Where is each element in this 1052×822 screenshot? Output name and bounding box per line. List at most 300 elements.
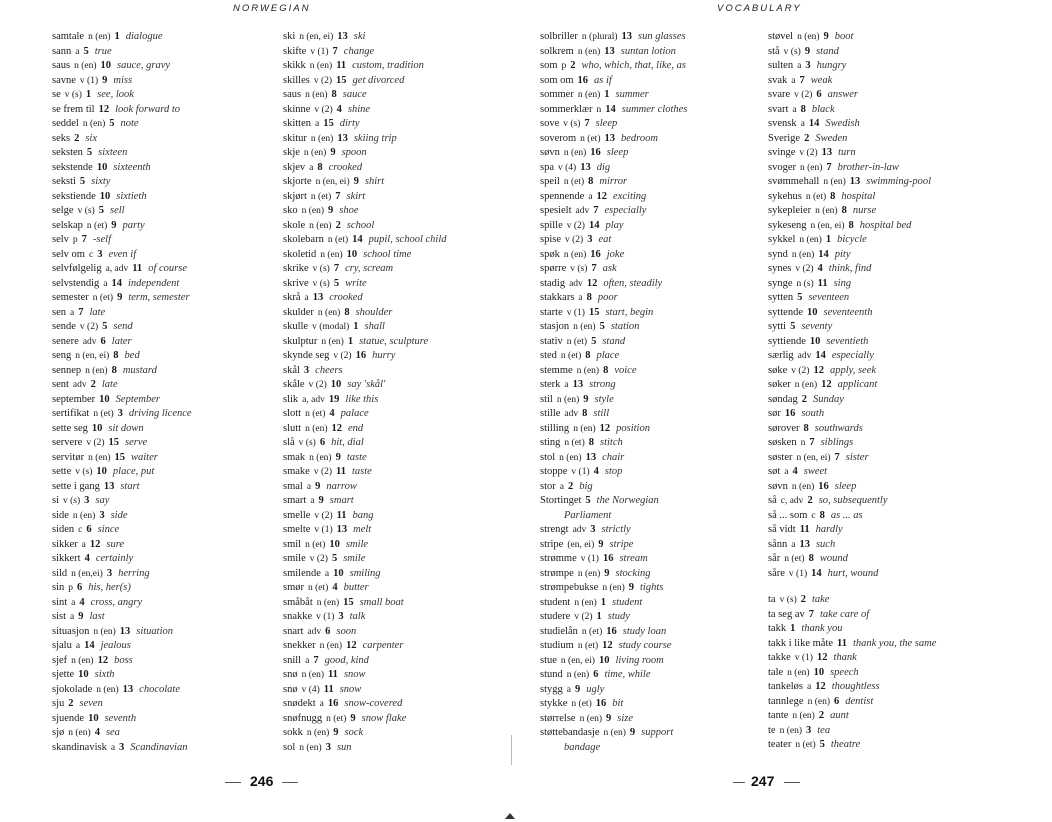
glossary-entry	[52, 291, 192, 306]
glossary-entry	[540, 219, 687, 234]
translation: seventeen	[808, 292, 850, 303]
chapter-number: 9	[353, 176, 359, 187]
glossary-entry	[283, 683, 447, 698]
headword: strømpe	[540, 567, 574, 579]
translation: driving licence	[128, 408, 192, 419]
headword: skinne	[283, 103, 311, 115]
grammar-info: n (en)	[71, 655, 94, 666]
glossary-entry	[540, 596, 687, 611]
chapter-number: 8	[803, 422, 809, 434]
chapter-number: 7	[78, 306, 84, 318]
translation: get divorced	[352, 74, 405, 86]
translation: miss	[113, 74, 133, 86]
translation: applicant	[837, 379, 878, 390]
headword: sertifikat	[52, 408, 90, 419]
grammar-info: a	[792, 104, 797, 115]
grammar-info: a	[559, 481, 564, 492]
headword: slott	[283, 408, 302, 419]
grammar-info: a	[110, 742, 116, 753]
translation: situation	[136, 625, 174, 637]
translation: southwards	[814, 422, 863, 434]
translation: as if	[594, 74, 612, 86]
glossary-entry	[52, 393, 192, 408]
translation: talk	[349, 611, 366, 622]
headword: sørover	[768, 422, 800, 434]
headword: tale	[768, 666, 784, 678]
translation: sit down	[108, 422, 144, 434]
headword: tante	[768, 710, 789, 721]
headword: syttiende	[768, 335, 806, 347]
headword: sekstiende	[52, 190, 96, 202]
chapter-number: 6	[325, 625, 331, 637]
translation: carpenter	[362, 640, 404, 651]
chapter-number: 1	[825, 234, 832, 245]
translation: ugly	[586, 683, 605, 695]
chapter-number: 12	[586, 277, 598, 289]
headword: svensk	[768, 118, 797, 129]
chapter-number: 6	[86, 524, 92, 535]
grammar-info: n (et)	[86, 220, 108, 231]
headword: solkrem	[540, 45, 574, 57]
headword: seng	[52, 350, 72, 361]
headword: skulptur	[283, 335, 318, 347]
glossary-entry	[768, 637, 936, 652]
grammar-info: v (s)	[63, 496, 81, 506]
translation: aunt	[830, 710, 849, 721]
headword: strømpebukse	[540, 582, 599, 593]
grammar-info: n (et)	[563, 177, 585, 187]
chapter-number: 8	[582, 408, 588, 419]
headword: skjørt	[283, 190, 307, 202]
grammar-info: v (2)	[309, 554, 328, 564]
chapter-number: 16	[355, 350, 367, 361]
glossary-entry	[540, 233, 687, 248]
grammar-info: a	[319, 699, 324, 709]
headword: skolebarn	[283, 234, 324, 245]
translation: side	[110, 509, 128, 521]
translation: sing	[833, 277, 852, 289]
chapter-number: 7	[335, 190, 341, 202]
glossary-entry	[52, 190, 192, 205]
grammar-info: a	[324, 568, 330, 579]
grammar-info: a	[70, 612, 75, 622]
glossary-entry	[52, 538, 192, 553]
translation: boss	[114, 654, 133, 666]
chapter-number: 7	[593, 205, 599, 216]
headword: slå	[283, 437, 295, 448]
page-number-dash	[225, 782, 241, 783]
headword: skilles	[283, 74, 310, 86]
glossary-entry	[283, 117, 447, 132]
glossary-entry	[540, 161, 687, 176]
headword: søker	[768, 379, 791, 390]
glossary-entry	[768, 74, 936, 89]
translation: chocolate	[139, 683, 180, 695]
translation: sauce	[342, 89, 367, 100]
translation: as ... as	[830, 509, 863, 521]
chapter-number: 14	[111, 277, 122, 289]
grammar-info: n (en)	[563, 249, 587, 260]
glossary-entry	[283, 741, 447, 756]
headword: så vidt	[768, 524, 796, 535]
headword: sjalu	[52, 640, 72, 651]
grammar-info: v (1)	[580, 554, 599, 564]
headword: sint	[52, 596, 68, 608]
headword: stor	[540, 480, 556, 492]
chapter-number: 5	[591, 335, 597, 347]
headword: stygg	[540, 683, 563, 695]
grammar-info: n (en)	[317, 307, 341, 318]
chapter-number: 8	[848, 219, 854, 231]
translation: hungry	[816, 60, 847, 71]
chapter-number: 14	[605, 103, 616, 115]
headword: svart	[768, 103, 789, 115]
headword: studere	[540, 611, 571, 622]
chapter-number: 5	[79, 176, 86, 187]
headword: søster	[768, 451, 793, 463]
chapter-number: 10	[329, 538, 340, 550]
headword: synes	[768, 263, 792, 274]
chapter-number: 1	[600, 596, 607, 608]
translation: bicycle	[837, 234, 867, 245]
headword: smile	[283, 553, 306, 564]
headword: ta seg av	[768, 608, 805, 620]
headword: selvstendig	[52, 277, 100, 289]
page-number-dash	[784, 782, 800, 783]
grammar-info: n (et)	[577, 641, 599, 651]
headword: september	[52, 393, 96, 405]
glossary-entry	[283, 248, 447, 263]
grammar-info: v (2)	[313, 75, 333, 86]
translation: snow	[339, 683, 362, 695]
translation: taste	[351, 466, 372, 477]
glossary-entry	[768, 480, 936, 495]
headword: skole	[283, 219, 306, 231]
grammar-info: n (et)	[310, 191, 332, 202]
chapter-number: 12	[599, 422, 611, 434]
chapter-number: 12	[813, 364, 824, 376]
glossary-entry	[540, 59, 687, 74]
grammar-info: v (s)	[563, 119, 581, 129]
grammar-info: n (en)	[787, 667, 810, 678]
chapter-number: 16	[327, 698, 339, 709]
glossary-entry	[52, 697, 192, 712]
translation: time, while	[604, 669, 651, 680]
translation: school	[346, 219, 375, 231]
headword: ski	[283, 31, 296, 42]
translation: bedroom	[620, 132, 658, 144]
glossary-entry	[283, 262, 447, 277]
headword: snill	[283, 654, 302, 666]
glossary-entry	[540, 262, 687, 277]
glossary-entry	[768, 233, 936, 248]
translation: mirror	[599, 176, 628, 187]
translation: thank you	[801, 623, 843, 634]
chapter-number: 10	[333, 567, 344, 579]
headword: skål	[283, 364, 300, 376]
grammar-info: n (et)	[564, 438, 585, 448]
translation: six	[85, 132, 98, 144]
translation: school time	[363, 248, 412, 260]
translation: start	[120, 480, 140, 492]
glossary-entry	[540, 103, 687, 118]
headword: selv	[52, 234, 69, 245]
grammar-info: adv	[564, 409, 579, 419]
glossary-entry	[768, 248, 936, 263]
translation: speech	[830, 666, 859, 678]
glossary-entry	[768, 666, 936, 681]
headword: snakke	[283, 611, 313, 622]
headword: sytten	[768, 292, 794, 303]
translation: sun	[336, 741, 352, 753]
headword: svare	[768, 89, 791, 100]
translation: study loan	[622, 625, 667, 637]
headword: situasjon	[52, 625, 90, 637]
chapter-number: 9	[628, 582, 634, 593]
grammar-info: n (en)	[794, 380, 818, 390]
grammar-info: v (2)	[79, 322, 99, 332]
glossary-entry	[768, 277, 936, 292]
grammar-info: n (en)	[797, 32, 820, 42]
chapter-number: 5	[599, 321, 605, 332]
headword: savne	[52, 74, 76, 86]
grammar-info: n (et)	[560, 351, 582, 361]
glossary-entry	[768, 262, 936, 277]
headword: stilling	[540, 422, 570, 434]
grammar-info: adv	[575, 206, 590, 216]
chapter-number: 16	[590, 248, 601, 260]
glossary-entry	[540, 668, 687, 683]
translation: cross, angry	[90, 596, 143, 608]
chapter-number: 7	[808, 608, 814, 620]
grammar-info: n (en)	[563, 148, 587, 158]
translation: end	[348, 422, 364, 434]
grammar-info: n (et)	[93, 409, 114, 419]
headword: sjef	[52, 654, 68, 666]
grammar-info: n (en)	[72, 510, 96, 521]
grammar-info: v (s)	[783, 46, 801, 57]
glossary-column-1	[52, 30, 192, 755]
chapter-number: 11	[336, 466, 346, 477]
translation: shirt	[364, 176, 385, 187]
headword: sytti	[768, 321, 787, 332]
glossary-entry	[52, 596, 192, 611]
chapter-number: 5	[331, 553, 338, 564]
chapter-number: 8	[111, 364, 117, 376]
translation: siblings	[820, 437, 854, 448]
glossary-entry	[768, 146, 936, 161]
glossary-entry	[540, 291, 687, 306]
headword: skåle	[283, 379, 305, 390]
headword: skitur	[283, 132, 307, 144]
glossary-entry	[768, 378, 936, 393]
headword: student	[540, 596, 571, 608]
chapter-number: 13	[621, 31, 633, 42]
glossary-entry	[540, 146, 687, 161]
headword: stille	[540, 408, 561, 419]
grammar-info: n (et)	[795, 740, 816, 750]
headword: sist	[52, 611, 67, 622]
translation: hit, dial	[331, 437, 364, 448]
translation: taste	[346, 451, 367, 463]
translation: stripe	[609, 538, 634, 550]
translation: stream	[619, 553, 648, 564]
chapter-number: 10	[100, 60, 112, 71]
headword: smak	[283, 451, 306, 463]
grammar-info: n (en, ei)	[299, 32, 334, 42]
glossary-entry	[283, 364, 447, 379]
chapter-number: 1	[353, 321, 359, 332]
translation: pupil, school child	[368, 234, 447, 245]
translation: sea	[105, 727, 120, 738]
chapter-number: 13	[336, 524, 348, 535]
translation: sweet	[803, 466, 828, 477]
chapter-number: 13	[821, 147, 833, 158]
glossary-entry	[768, 306, 936, 321]
translation: snow	[343, 669, 366, 680]
chapter-number: 7	[333, 263, 340, 274]
headword: solbriller	[540, 31, 578, 42]
glossary-entry	[768, 680, 936, 695]
translation: snow-covered	[344, 698, 403, 709]
chapter-number: 3	[119, 741, 125, 753]
glossary-entry	[768, 30, 936, 45]
glossary-entry	[768, 320, 936, 335]
glossary-entry	[540, 364, 687, 379]
translation: say	[95, 495, 110, 506]
grammar-info: n (en)	[579, 713, 602, 724]
translation: change	[343, 45, 375, 57]
headword: snøfnugg	[283, 712, 323, 724]
chapter-number: 13	[604, 45, 615, 57]
chapter-number: 4	[336, 103, 342, 115]
chapter-number: 14	[808, 118, 820, 129]
chapter-number: 6	[834, 695, 840, 707]
glossary-entry	[540, 451, 687, 466]
headword: støttebandasje	[540, 727, 600, 738]
glossary-entry	[52, 610, 192, 625]
headword: skjev	[283, 161, 306, 173]
translation: study	[607, 611, 630, 622]
chapter-number: 16	[818, 480, 829, 492]
chapter-number: 3	[97, 248, 103, 260]
headword: si	[52, 495, 60, 506]
chapter-number: 2	[90, 379, 96, 390]
grammar-info: v (1)	[794, 653, 813, 663]
translation: hardly	[815, 524, 843, 535]
chapter-number: 10	[99, 190, 111, 202]
grammar-info: a	[71, 597, 76, 608]
chapter-number: 6	[816, 89, 822, 100]
chapter-number: 7	[799, 74, 805, 86]
glossary-entry	[768, 538, 936, 553]
grammar-info: adv	[569, 278, 583, 289]
glossary-entry	[540, 45, 687, 60]
grammar-info: v (4)	[301, 684, 320, 695]
glossary-entry	[768, 695, 936, 710]
glossary-entry	[283, 161, 447, 176]
translation: statue, sculpture	[359, 335, 429, 347]
chapter-number: 11	[837, 637, 847, 649]
chapter-number: 16	[784, 408, 796, 419]
grammar-info: a	[578, 293, 583, 303]
glossary-entry	[540, 683, 687, 698]
translation: boot	[834, 31, 854, 42]
headword: sjuende	[52, 712, 85, 724]
translation: smile	[345, 538, 369, 550]
headword: svinge	[768, 147, 796, 158]
chapter-number: 12	[98, 103, 110, 115]
translation: seven	[79, 698, 103, 709]
headword: stemme	[540, 364, 573, 376]
translation: send	[113, 321, 133, 332]
translation: stand	[816, 45, 839, 57]
glossary-entry	[768, 593, 936, 608]
glossary-entry	[540, 204, 687, 219]
glossary-entry	[283, 509, 447, 524]
headword: ta	[768, 594, 776, 605]
headword: saus	[52, 60, 71, 71]
headword: sol	[283, 741, 296, 753]
grammar-info: n (et)	[326, 713, 347, 724]
grammar-info: n (et)	[581, 626, 603, 637]
grammar-info: adv	[72, 380, 87, 390]
translation: late	[89, 306, 106, 318]
headword: svoger	[768, 161, 796, 173]
chapter-number: 8	[819, 509, 825, 521]
chapter-number: 7	[809, 437, 815, 448]
headword: skifte	[283, 45, 307, 57]
chapter-number: 9	[330, 147, 336, 158]
headword: søvn	[768, 480, 788, 492]
headword: stå	[768, 45, 780, 57]
translation: true	[94, 45, 112, 57]
chapter-number: 16	[602, 553, 614, 564]
glossary-entry	[52, 117, 192, 132]
translation: place	[596, 350, 620, 361]
headword: slutt	[283, 422, 302, 434]
chapter-number: 5	[109, 118, 115, 129]
grammar-info: n (en)	[320, 249, 343, 260]
headword: sykepleier	[768, 205, 812, 216]
glossary-entry	[768, 552, 936, 567]
chapter-number: 9	[117, 292, 123, 303]
headword: skitten	[283, 118, 311, 129]
glossary-entry	[283, 320, 447, 335]
glossary-entry	[540, 436, 687, 451]
chapter-number: 14	[818, 248, 829, 260]
glossary-entry	[52, 378, 192, 393]
grammar-info: a	[564, 380, 569, 390]
glossary-entry	[283, 74, 447, 89]
grammar-info: v (2)	[308, 380, 327, 390]
headword: strømme	[540, 553, 577, 564]
chapter-number: 8	[588, 437, 594, 448]
grammar-info: adv	[797, 351, 812, 361]
glossary-entry	[52, 146, 192, 161]
grammar-info: n (en)	[68, 728, 91, 738]
headword: se frem til	[52, 103, 95, 115]
translation: ski	[353, 31, 366, 42]
headword: takk	[768, 623, 787, 634]
chapter-number: 2	[804, 132, 810, 144]
translation: sister	[845, 451, 869, 463]
headword: spa	[540, 161, 554, 173]
chapter-number: 5	[790, 321, 796, 332]
chapter-number: 6	[100, 335, 106, 347]
grammar-info: a	[103, 278, 108, 289]
translation: independent	[127, 277, 180, 289]
